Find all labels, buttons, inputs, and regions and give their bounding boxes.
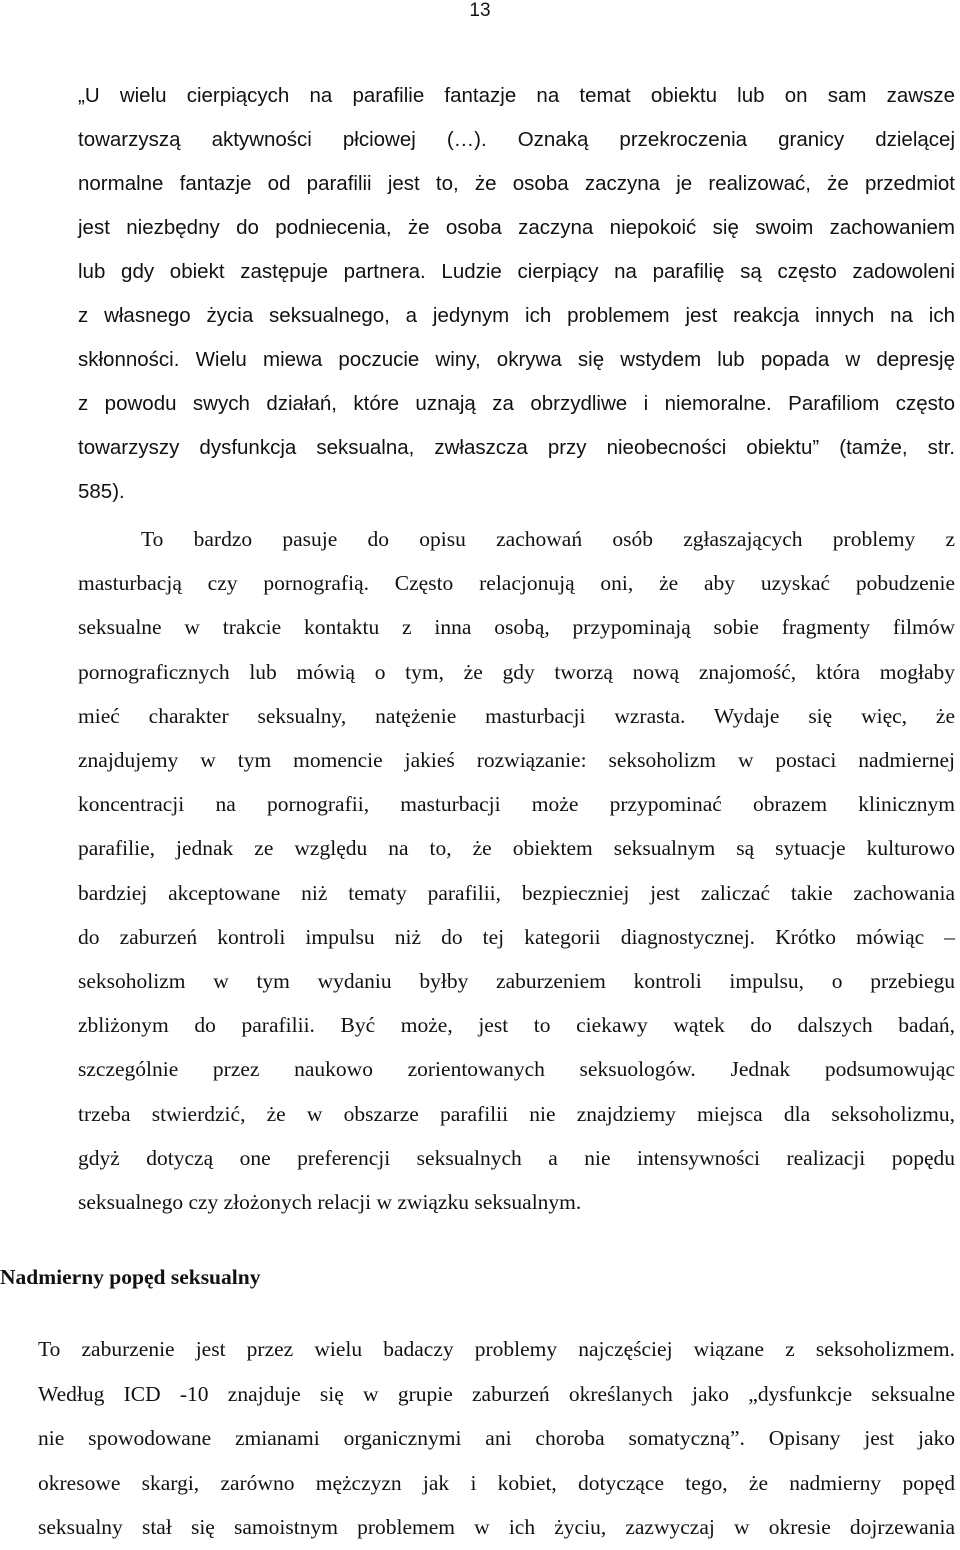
paragraph-line: zbliżonym do parafilii. Być może, jest to ciekawy wątek do dalszych badań, (78, 1013, 955, 1038)
quote-line: 585). (78, 480, 125, 503)
section-line: nie spowodowane zmianami organicznymi ani choroba somatyczną”. Opisany jest jako (38, 1426, 955, 1451)
paragraph-line: znajdujemy w tym momencie jakieś rozwiązanie: seksoholizm w postaci nadmiernej (78, 748, 955, 773)
paragraph-line: bardziej akceptowane niż tematy parafilii, bezpieczniej jest zaliczać takie zachowania (78, 880, 955, 905)
section-line: seksualny stał się samoistnym problemem w ich życiu, zazwyczaj w okresie dojrzewania (38, 1515, 955, 1540)
quote-line: towarzyszą aktywności płciowej (…). Oznaką przekroczenia granicy dzielącej (78, 128, 955, 151)
quote-line: z własnego życia seksualnego, a jedynym ich problemem jest reakcja innych na ich (78, 304, 955, 327)
body-paragraph (78, 517, 955, 1224)
quote-line: skłonności. Wielu miewa poczucie winy, okrywa się wstydem lub popada w depresję (78, 348, 955, 371)
paragraph-line: parafilie, jednak ze względu na to, że obiektem seksualnym są sytuacje kulturowo (78, 836, 955, 861)
quote-line: normalne fantazje od parafilii jest to, że osoba zaczyna je realizować, że przedmiot (78, 172, 955, 195)
section-line: Według ICD -10 znajduje się w grupie zaburzeń określanych jako „dysfunkcje seksualne (38, 1381, 955, 1406)
paragraph-line: masturbacją czy pornografią. Często relacjonują oni, że aby uzyskać pobudzenie (78, 571, 955, 596)
paragraph-line: szczególnie przez naukowo zorientowanych seksuologów. Jednak podsumowując (78, 1057, 955, 1082)
paragraph-line: koncentracji na pornografii, masturbacji może przypominać obrazem klinicznym (78, 792, 955, 817)
quote-line: jest niezbędny do podniecenia, że osoba zaczyna niepokoić się swoim zachowaniem (78, 216, 955, 239)
section-heading: Nadmierny popęd seksualny (0, 1265, 261, 1289)
quote-block (78, 74, 955, 514)
quote-line: „U wielu cierpiących na parafilie fantazje na temat obiektu lub on sam zawsze (78, 84, 955, 107)
paragraph-line: seksoholizm w tym wydaniu byłby zaburzeniem kontroli impulsu, o przebiegu (78, 969, 955, 994)
section-line: okresowe skargi, zarówno mężczyzn jak i kobiet, dotyczące tego, że nadmierny popęd (38, 1470, 955, 1495)
paragraph-line: seksualnego czy złożonych relacji w związku seksualnym. (78, 1190, 582, 1215)
section-line: To zaburzenie jest przez wielu badaczy problemy najczęściej wiązane z seksoholizmem. (38, 1337, 955, 1361)
paragraph-line: gdyż dotyczą one preferencji seksualnych a nie intensywności realizacji popędu (78, 1145, 955, 1170)
page-number: 13 (469, 0, 491, 21)
quote-line: towarzyszy dysfunkcja seksualna, zwłaszcza przy nieobecności obiektu” (tamże, str. (78, 436, 955, 459)
section-paragraph (38, 1327, 955, 1550)
paragraph-line: seksualne w trakcie kontaktu z inna osobą, przypominają sobie fragmenty filmów (78, 615, 955, 640)
paragraph-line: pornograficznych lub mówią o tym, że gdy tworzą nową znajomość, która mogłaby (78, 659, 955, 684)
quote-line: z powodu swych działań, które uznają za obrzydliwe i niemoralne. Parafiliom często (78, 392, 955, 415)
paragraph-line: trzeba stwierdzić, że w obszarze parafilii nie znajdziemy miejsca dla seksoholizmu, (78, 1101, 955, 1126)
paragraph-line: To bardzo pasuje do opisu zachowań osób zgłaszających problemy z (141, 527, 955, 551)
paragraph-line: mieć charakter seksualny, natężenie masturbacji wzrasta. Wydaje się więc, że (78, 703, 955, 728)
paragraph-line: do zaburzeń kontroli impulsu niż do tej kategorii diagnostycznej. Krótko mówiąc – (78, 924, 955, 949)
quote-line: lub gdy obiekt zastępuje partnera. Ludzie cierpiący na parafilię są często zadowoleni (78, 260, 955, 283)
